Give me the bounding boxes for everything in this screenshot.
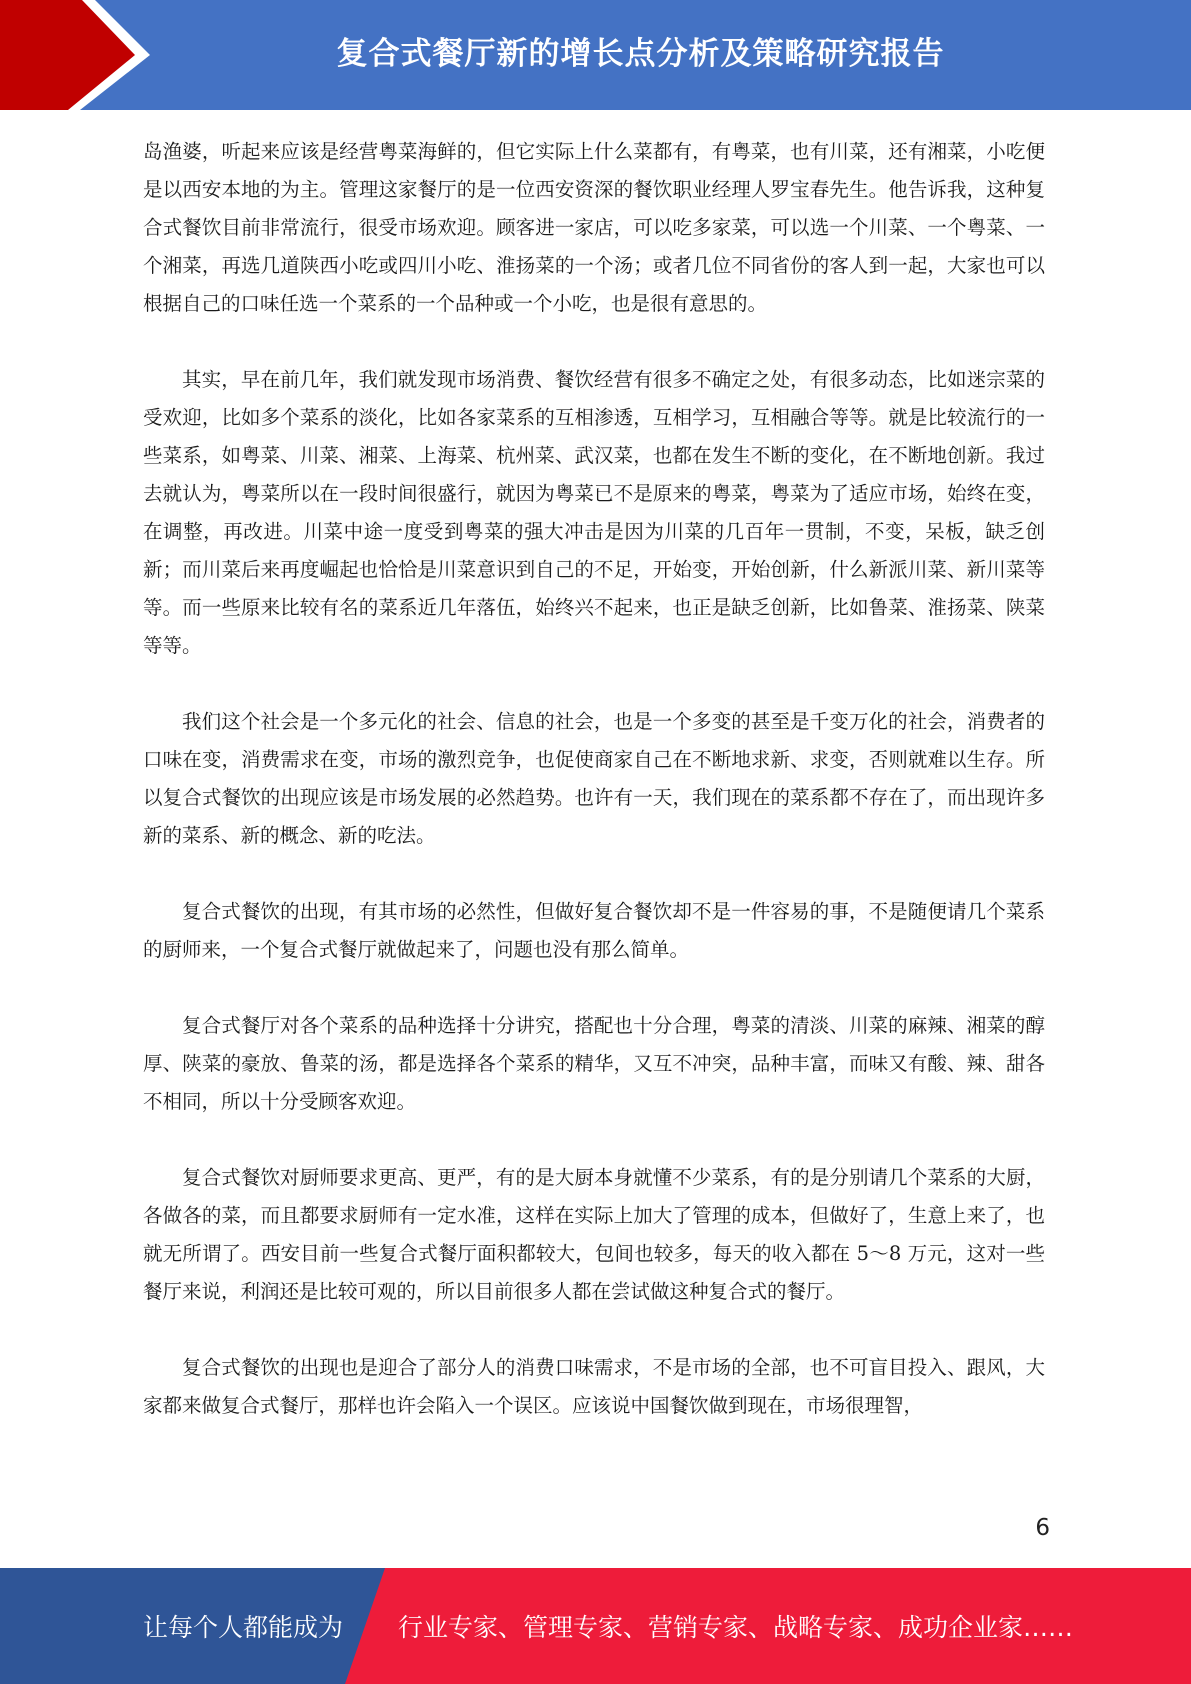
page-number: 6: [1035, 1515, 1050, 1541]
paragraph: 复合式餐厅对各个菜系的品种选择十分讲究，搭配也十分合理，粤菜的清淡、川菜的麻辣、湘菜的醇厚、陕菜的豪放、鲁菜的汤，都是选择各个菜系的精华，又互不冲突，品种丰富，而味又有酸、辣、甜各不相同，所以十分受顾客欢迎。: [143, 1014, 1045, 1113]
paragraph: 我们这个社会是一个多元化的社会、信息的社会，也是一个多变的甚至是千变万化的社会，消费者的口味在变，消费需求在变，市场的激烈竞争，也促使商家自己在不断地求新、求变，否则就难以生存。所以复合式餐饮的出现应该是市场发展的必然趋势。也许有一天，我们现在的菜系都不存在了，而出现许多新的菜系、新的概念、新的吃法。: [143, 710, 1045, 847]
paragraph: 其实，早在前几年，我们就发现市场消费、餐饮经营有很多不确定之处，有很多动态，比如迷宗菜的受欢迎，比如多个菜系的淡化，比如各家菜系的互相渗透，互相学习，互相融合等等。就是比较流行的一些菜系，如粤菜、川菜、湘菜、上海菜、杭州菜、武汉菜，也都在发生不断的变化，在不断地创新。我过去就认为，粤菜所以在一段时间很盛行，就因为粤菜已不是原来的粤菜，粤菜为了适应市场，始终在变，在调整，再改进。川菜中途一度受到粤菜的强大冲击是因为川菜的几百年一贯制，不变，呆板，缺乏创新；而川菜后来再度崛起也恰恰是川菜意识到自己的不足，开始变，开始创新，什么新派川菜、新川菜等等。而一些原来比较有名的菜系近几年落伍，始终兴不起来，也正是缺乏创新，比如鲁菜、淮扬菜、陕菜等等。: [143, 368, 1045, 657]
paragraph: 岛渔婆，听起来应该是经营粤菜海鲜的，但它实际上什么菜都有，有粤菜，也有川菜，还有湘菜，小吃便是以西安本地的为主。管理这家餐厅的是一位西安资深的餐饮职业经理人罗宝春先生。他告诉我，这种复合式餐饮目前非常流行，很受市场欢迎。顾客进一家店，可以吃多家菜，可以选一个川菜、一个粤菜、一个湘菜，再选几道陕西小吃或四川小吃、淮扬菜的一个汤；或者几位不同省份的客人到一起，大家也可以根据自己的口味任选一个菜系的一个品种或一个小吃，也是很有意思的。: [143, 140, 1045, 315]
paragraph: 复合式餐饮对厨师要求更高、更严，有的是大厨本身就懂不少菜系，有的是分别请几个菜系的大厨，各做各的菜，而且都要求厨师有一定水准，这样在实际上加大了管理的成本，但做好了，生意上来了，也就无所谓了。西安目前一些复合式餐厅面积都较大，包间也较多，每天的收入都在 5～8 万元，这对一些餐厅来说，利润还是比较可观的，所以目前很多人都在尝试做这种复合式的餐厅。: [143, 1166, 1045, 1303]
header-band: [0, 0, 1191, 110]
header-title: 复合式餐厅新的增长点分析及策略研究报告: [336, 35, 945, 72]
paragraph: 复合式餐饮的出现，有其市场的必然性，但做好复合餐饮却不是一件容易的事，不是随便请几个菜系的厨师来，一个复合式餐厅就做起来了，问题也没有那么简单。: [143, 900, 1045, 961]
footer-band: [0, 1568, 1191, 1684]
paragraph: 复合式餐饮的出现也是迎合了部分人的消费口味需求，不是市场的全部，也不可盲目投入、跟风，大家都来做复合式餐厅，那样也许会陷入一个误区。应该说中国餐饮做到现在，市场很理智，: [143, 1356, 1045, 1417]
footer-slogan-left: 让每个人都能成为: [143, 1613, 344, 1642]
footer-slogan-right: 行业专家、管理专家、营销专家、战略专家、成功企业家……: [398, 1613, 1074, 1642]
header-arrow-icon: [0, 0, 160, 110]
document-body: [143, 133, 1045, 1463]
